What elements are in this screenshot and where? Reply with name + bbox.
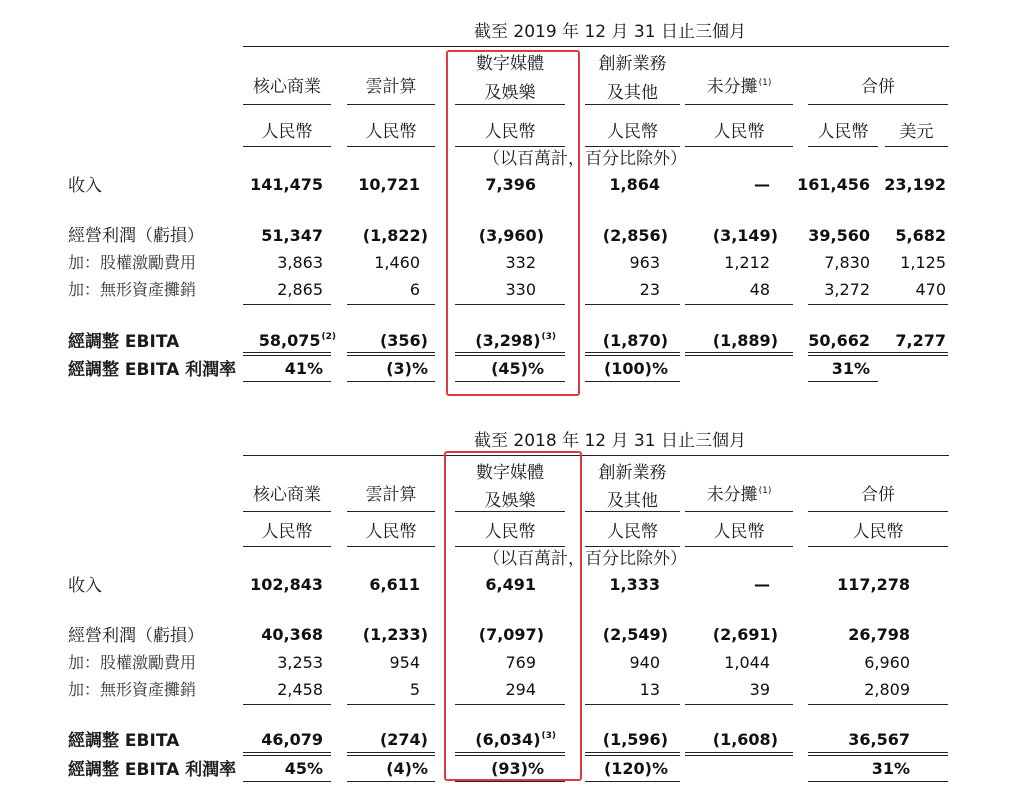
subtotal-rule bbox=[243, 704, 331, 705]
cell: (3,960) bbox=[478, 226, 544, 245]
col-header-consolidated: 合併 bbox=[861, 77, 895, 97]
cell: (2,856) bbox=[602, 226, 668, 245]
header-rule bbox=[808, 104, 948, 105]
currency-rmb: 人民幣 bbox=[852, 522, 904, 542]
row-label-amortization: 加：無形資產攤銷 bbox=[68, 280, 197, 299]
currency-usd: 美元 bbox=[899, 122, 934, 142]
cell: 40,368 bbox=[261, 625, 323, 644]
row-label-amortization: 加：無形資產攤銷 bbox=[68, 680, 197, 699]
col-header-innovation-line2: 及其他 bbox=[607, 491, 658, 511]
footnote-1: (1) bbox=[758, 486, 772, 496]
total-double-rule bbox=[808, 352, 948, 356]
subtotal-rule bbox=[808, 704, 948, 705]
cell: (2,549) bbox=[602, 625, 668, 644]
cell: 6,491 bbox=[485, 575, 536, 594]
unallocated-label: 未分攤 bbox=[706, 485, 758, 505]
currency-rmb: 人民幣 bbox=[484, 522, 536, 542]
row-label-ebita-margin: 經調整 EBITA 利潤率 bbox=[68, 360, 237, 380]
cell: 6 bbox=[409, 280, 420, 299]
cell: (1,608) bbox=[712, 730, 778, 749]
cell: (2,691) bbox=[712, 625, 778, 644]
cell: 23,192 bbox=[884, 175, 946, 194]
margin-rule bbox=[347, 381, 435, 382]
cell: 10,721 bbox=[358, 175, 420, 194]
currency-rmb: 人民幣 bbox=[365, 522, 417, 542]
col-header-innovation-line2: 及其他 bbox=[607, 83, 658, 103]
subtotal-rule bbox=[347, 704, 435, 705]
cell: 330 bbox=[505, 280, 536, 299]
footnote-3: (3) bbox=[541, 731, 556, 741]
currency-rmb: 人民幣 bbox=[817, 122, 869, 142]
cell: 954 bbox=[389, 653, 420, 672]
col-header-cloud: 雲計算 bbox=[365, 485, 417, 505]
cell: 48 bbox=[749, 280, 770, 299]
row-label-op-income: 經營利潤（虧損） bbox=[68, 226, 204, 246]
value: (6,034) bbox=[475, 730, 541, 749]
cell: 102,843 bbox=[250, 575, 323, 594]
cell: — bbox=[754, 175, 770, 194]
cell: 51,347 bbox=[261, 226, 323, 245]
cell: 1,460 bbox=[374, 253, 420, 272]
cell: 5,682 bbox=[895, 226, 946, 245]
header-rule bbox=[347, 511, 435, 512]
footnote-1: (1) bbox=[758, 78, 772, 88]
cell: (274) bbox=[379, 730, 428, 749]
period-header: 截至 2019 年 12 月 31 日止三個月 bbox=[474, 22, 746, 42]
currency-rmb: 人民幣 bbox=[607, 122, 658, 142]
total-double-rule bbox=[685, 352, 793, 356]
cell: (1,870) bbox=[602, 331, 668, 350]
col-header-innovation-line1: 創新業務 bbox=[598, 463, 667, 483]
col-header-digital-media-line1: 數字媒體 bbox=[476, 54, 544, 74]
row-label-adjusted-ebita: 經調整 EBITA bbox=[68, 731, 180, 751]
cell: 769 bbox=[505, 653, 536, 672]
period-header: 截至 2018 年 12 月 31 日止三個月 bbox=[474, 431, 746, 451]
total-double-rule bbox=[347, 352, 435, 356]
margin-rule bbox=[808, 381, 878, 382]
row-label-sbc: 加：股權激勵費用 bbox=[68, 653, 197, 672]
cell: 7,830 bbox=[824, 253, 870, 272]
margin-rule bbox=[243, 381, 331, 382]
cell: 2,865 bbox=[277, 280, 323, 299]
cell: 31% bbox=[831, 359, 870, 378]
currency-rule bbox=[347, 546, 435, 547]
col-header-digital-media-line2: 及娛樂 bbox=[484, 83, 536, 103]
cell: (3,149) bbox=[712, 226, 778, 245]
currency-rule bbox=[885, 146, 948, 147]
cell: 1,212 bbox=[724, 253, 770, 272]
currency-rule bbox=[808, 146, 878, 147]
cell: 7,277 bbox=[895, 331, 946, 350]
unallocated-label: 未分攤 bbox=[706, 77, 758, 97]
margin-rule bbox=[243, 781, 331, 782]
period-rule bbox=[243, 455, 949, 456]
cell: 294 bbox=[505, 680, 536, 699]
header-rule bbox=[808, 511, 948, 512]
currency-rule bbox=[585, 546, 680, 547]
cell: 141,475 bbox=[250, 175, 323, 194]
highlight-box-digital-media bbox=[446, 50, 580, 396]
currency-rmb: 人民幣 bbox=[713, 522, 765, 542]
header-rule bbox=[243, 104, 331, 105]
currency-rmb: 人民幣 bbox=[261, 522, 313, 542]
cell: 940 bbox=[629, 653, 660, 672]
row-label-revenue: 收入 bbox=[68, 176, 102, 196]
row-label-sbc: 加：股權激勵費用 bbox=[68, 253, 197, 272]
total-double-rule bbox=[808, 752, 948, 756]
cell: 39 bbox=[749, 680, 770, 699]
cell: 3,863 bbox=[277, 253, 323, 272]
currency-rule bbox=[347, 146, 435, 147]
row-label-ebita-margin: 經調整 EBITA 利潤率 bbox=[68, 760, 237, 780]
cell: (4)% bbox=[386, 759, 428, 778]
cell: — bbox=[754, 575, 770, 594]
cell: 6,611 bbox=[369, 575, 420, 594]
unit-note: （以百萬計，百分比除外） bbox=[483, 149, 687, 169]
cell: 161,456 bbox=[797, 175, 870, 194]
cell: 50,662 bbox=[808, 331, 870, 350]
currency-rmb: 人民幣 bbox=[261, 122, 313, 142]
value: 58,075 bbox=[258, 331, 321, 350]
cell: 3,253 bbox=[277, 653, 323, 672]
col-header-unallocated bbox=[685, 487, 793, 504]
cell: (356) bbox=[379, 331, 428, 350]
header-rule bbox=[243, 511, 331, 512]
subtotal-rule bbox=[808, 304, 948, 305]
margin-rule bbox=[585, 381, 680, 382]
total-double-rule bbox=[585, 752, 680, 756]
cell: 1,125 bbox=[900, 253, 946, 272]
row-label-op-income: 經營利潤（虧損） bbox=[68, 626, 204, 646]
col-header-digital-media-line2: 及娛樂 bbox=[484, 491, 536, 511]
header-rule bbox=[685, 104, 793, 105]
footnote-3: (3) bbox=[541, 332, 556, 342]
currency-rule bbox=[808, 546, 948, 547]
subtotal-rule bbox=[585, 704, 680, 705]
period-rule bbox=[243, 46, 949, 47]
cell: 45% bbox=[284, 759, 323, 778]
subtotal-rule bbox=[243, 304, 331, 305]
col-header-cloud: 雲計算 bbox=[365, 77, 417, 97]
currency-rule bbox=[685, 546, 793, 547]
cell: (1,233) bbox=[362, 625, 428, 644]
margin-rule bbox=[585, 781, 680, 782]
cell: 332 bbox=[505, 253, 536, 272]
footnote-2: (2) bbox=[321, 332, 336, 342]
currency-rmb: 人民幣 bbox=[484, 122, 536, 142]
cell: 26,798 bbox=[848, 625, 910, 644]
row-label-revenue: 收入 bbox=[68, 576, 102, 596]
margin-rule bbox=[808, 781, 948, 782]
currency-rule bbox=[243, 546, 331, 547]
total-double-rule bbox=[685, 752, 793, 756]
cell: (120)% bbox=[603, 759, 668, 778]
header-rule bbox=[347, 104, 435, 105]
col-header-unallocated bbox=[685, 79, 793, 96]
cell: 5 bbox=[409, 680, 420, 699]
cell: (1,889) bbox=[712, 331, 778, 350]
col-header-digital-media-line1: 數字媒體 bbox=[476, 463, 544, 483]
cell: (93)% bbox=[491, 759, 544, 778]
value: (3,298) bbox=[475, 331, 541, 350]
cell: (100)% bbox=[603, 359, 668, 378]
header-rule bbox=[685, 511, 793, 512]
col-header-core-commerce: 核心商業 bbox=[253, 77, 321, 97]
col-header-core-commerce: 核心商業 bbox=[253, 485, 321, 505]
subtotal-rule bbox=[585, 304, 680, 305]
cell: 39,560 bbox=[808, 226, 870, 245]
cell: 46,079 bbox=[261, 730, 323, 749]
cell: 3,272 bbox=[824, 280, 870, 299]
cell: 23 bbox=[639, 280, 660, 299]
currency-rule bbox=[585, 146, 680, 147]
cell: 117,278 bbox=[837, 575, 910, 594]
col-header-consolidated: 合併 bbox=[861, 485, 895, 505]
margin-rule bbox=[347, 781, 435, 782]
cell: (7,097) bbox=[478, 625, 544, 644]
cell: 13 bbox=[639, 680, 660, 699]
header-rule bbox=[585, 104, 680, 105]
margin-rule bbox=[455, 781, 565, 782]
total-double-rule bbox=[243, 752, 331, 756]
currency-rmb: 人民幣 bbox=[607, 522, 658, 542]
cell: (3)% bbox=[386, 359, 428, 378]
subtotal-rule bbox=[685, 304, 793, 305]
subtotal-rule bbox=[347, 304, 435, 305]
subtotal-rule bbox=[685, 704, 793, 705]
cell: 31% bbox=[871, 759, 910, 778]
cell: 6,960 bbox=[864, 653, 910, 672]
highlight-box-digital-media bbox=[444, 451, 582, 781]
unit-note: （以百萬計，百分比除外） bbox=[483, 549, 687, 569]
cell: 470 bbox=[915, 280, 946, 299]
cell: 41% bbox=[284, 359, 323, 378]
total-double-rule bbox=[585, 352, 680, 356]
cell: 2,458 bbox=[277, 680, 323, 699]
total-double-rule bbox=[347, 752, 435, 756]
col-header-innovation-line1: 創新業務 bbox=[598, 54, 667, 74]
currency-rule bbox=[685, 146, 793, 147]
total-double-rule bbox=[243, 352, 331, 356]
cell: 1,864 bbox=[609, 175, 660, 194]
cell: 2,809 bbox=[864, 680, 910, 699]
currency-rule bbox=[243, 146, 331, 147]
cell bbox=[213, 333, 336, 349]
cell: (1,596) bbox=[602, 730, 668, 749]
row-label-adjusted-ebita: 經調整 EBITA bbox=[68, 332, 180, 352]
header-rule bbox=[585, 511, 680, 512]
cell: 1,044 bbox=[724, 653, 770, 672]
cell: 36,567 bbox=[848, 730, 910, 749]
cell: (45)% bbox=[491, 359, 544, 378]
cell: 963 bbox=[629, 253, 660, 272]
currency-rmb: 人民幣 bbox=[713, 122, 765, 142]
currency-rmb: 人民幣 bbox=[365, 122, 417, 142]
cell: 1,333 bbox=[609, 575, 660, 594]
cell: (1,822) bbox=[362, 226, 428, 245]
cell: 7,396 bbox=[485, 175, 536, 194]
